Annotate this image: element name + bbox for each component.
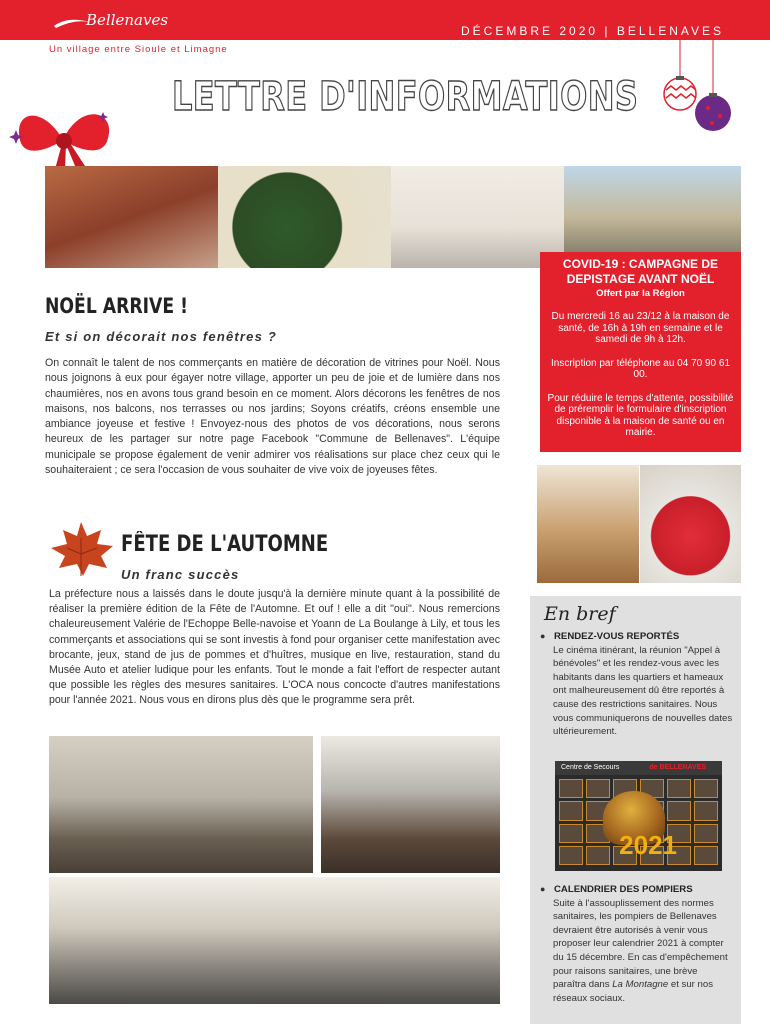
photo-fete-concert bbox=[321, 736, 500, 873]
photo-santa-decoration bbox=[640, 465, 741, 583]
en-bref-title: En bref bbox=[544, 603, 616, 625]
calendar-year: 2021 bbox=[619, 830, 677, 860]
bref-item-text-b: et sur nos réseaux sociaux. bbox=[553, 979, 714, 1004]
calendar-brand: de BELLENAVES bbox=[649, 764, 707, 771]
noel-text: On connaît le talent de nos commerçants en matière de décoration de vitrines pour Noël. Nous nous joignons à eux pour égayer notre village, apporter un peu de joie et de lumière dans nos chaumières, nos en avons tous grand besoin en ce moment. Alors décorons les fenêtres de nos maisons, nos balcons, nos terrasses ou nos jardins; Soyons créatifs, créons ensemble une ambiance joyeuse et festive ! Envoyez-nous des photos de vos décorations, nous serons heureux de les partager sur notre page Facebook "Commune de Bellenaves". L'équipe municipale se propose également de venir admirer vos réalisations sur place chez ceux qui le souhaiteraient ; ce sera l'occasion de vous souhaiter de vive voix de joyeuses fêtes. bbox=[45, 357, 500, 477]
bref-item-newspaper: La Montagne bbox=[612, 979, 669, 991]
covid-phone: Inscription par téléphone au 04 70 90 61 00. bbox=[550, 357, 731, 380]
ornaments-icon bbox=[658, 40, 738, 140]
bref-item-text bbox=[553, 897, 733, 1006]
bref-item-title: RENDEZ-VOUS REPORTÉS bbox=[554, 631, 680, 642]
bref-item-text-a: Suite à l'assouplissement des normes sanitaires, les pompiers de Bellenaves devraient être autorisés à venir vous proposer leur calendrier 2021 à compter du 15 décembre. En cas d'empêchement pour raisons sanitaires, une brève paraîtra dans bbox=[553, 897, 728, 991]
fete-subheading: Un franc succès bbox=[121, 567, 240, 582]
covid-note: Pour réduire le temps d'attente, possibilité de préremplir le formulaire d'inscription disponible à la maison de santé ou en mairie. bbox=[547, 392, 734, 438]
logo-text: Bellenaves bbox=[86, 11, 169, 29]
header-bar bbox=[0, 0, 770, 40]
bref-item-title: CALENDRIER DES POMPIERS bbox=[554, 884, 693, 895]
calendar-header bbox=[555, 761, 722, 775]
covid-title: COVID-19 : CAMPAGNE DE DEPISTAGE AVANT NOËL bbox=[562, 257, 719, 286]
bref-item-rendez-vous bbox=[540, 630, 733, 739]
photo-fete-cars bbox=[49, 877, 500, 1004]
bullet-icon: ● bbox=[540, 884, 546, 894]
autumn-leaf-icon bbox=[45, 518, 117, 580]
photo-christmas-decoration bbox=[218, 166, 391, 268]
fete-text: La préfecture nous a laissés dans le doute jusqu'à la dernière minute quant à la possibilité de réaliser la première édition de la Fête de l'Automne. Et ouf ! elle a dit "oui". Nous remercions chaleureusement Valérie de l'Echoppe Belle-navoise et Yoann de La Boulange à Lily, et tous les commerçants et associations qui se sont investis à fond pour organiser cette manifestation avec brocante, jeux, stand de jus de pommes et d'huîtres, musique en live, restauration, stand du Musée Auto et atelier ludique pour les enfants. Tout le monde a fait l'effort de respecter autant que possible les règles des mesures sanitaires. L'OCA nous concocte d'autres manifestations pour l'année 2021. Nous vous en dirons plus dès que le programme sera prêt. bbox=[49, 588, 500, 707]
noel-heading: NOËL ARRIVE ! bbox=[45, 294, 188, 318]
bref-item-calendrier bbox=[540, 883, 733, 1005]
bref-item-text: Le cinéma itinérant, la réunion "Appel à bénévoles" et les rendez-vous avec les habitants dans les quartiers et hameaux ont malheureusement dû être reportés à cause des restrictions sanitaires. Nous vous communiquerons de nouvelles dates ultérieurement. bbox=[553, 644, 733, 738]
covid-schedule: Du mercredi 16 au 23/12 à la maison de santé, de 16h à 19h en semaine et le samedi de 9h à 12h. bbox=[551, 311, 730, 345]
tagline: Un village entre Sioule et Limagne bbox=[49, 44, 228, 55]
photo-fete-market bbox=[49, 736, 313, 873]
covid-subtitle: Offert par la Région bbox=[596, 288, 685, 299]
photo-mairie bbox=[45, 166, 218, 268]
noel-subheading: Et si on décorait nos fenêtres ? bbox=[45, 329, 277, 344]
en-bref-sidebar bbox=[530, 596, 741, 1024]
issue-date: DÉCEMBRE 2020 | BELLENAVES bbox=[461, 24, 724, 38]
photo-exhibition bbox=[391, 166, 564, 268]
page-title: LETTRE D'INFORMATIONS bbox=[172, 74, 639, 120]
photo-wooden-tree bbox=[537, 465, 639, 583]
fete-heading: FÊTE DE L'AUTOMNE bbox=[121, 532, 329, 557]
covid-box bbox=[540, 252, 741, 452]
bullet-icon: ● bbox=[540, 631, 546, 641]
calendar-header-text: Centre de Secours bbox=[561, 764, 620, 771]
calendar-pompiers-image bbox=[555, 761, 722, 871]
